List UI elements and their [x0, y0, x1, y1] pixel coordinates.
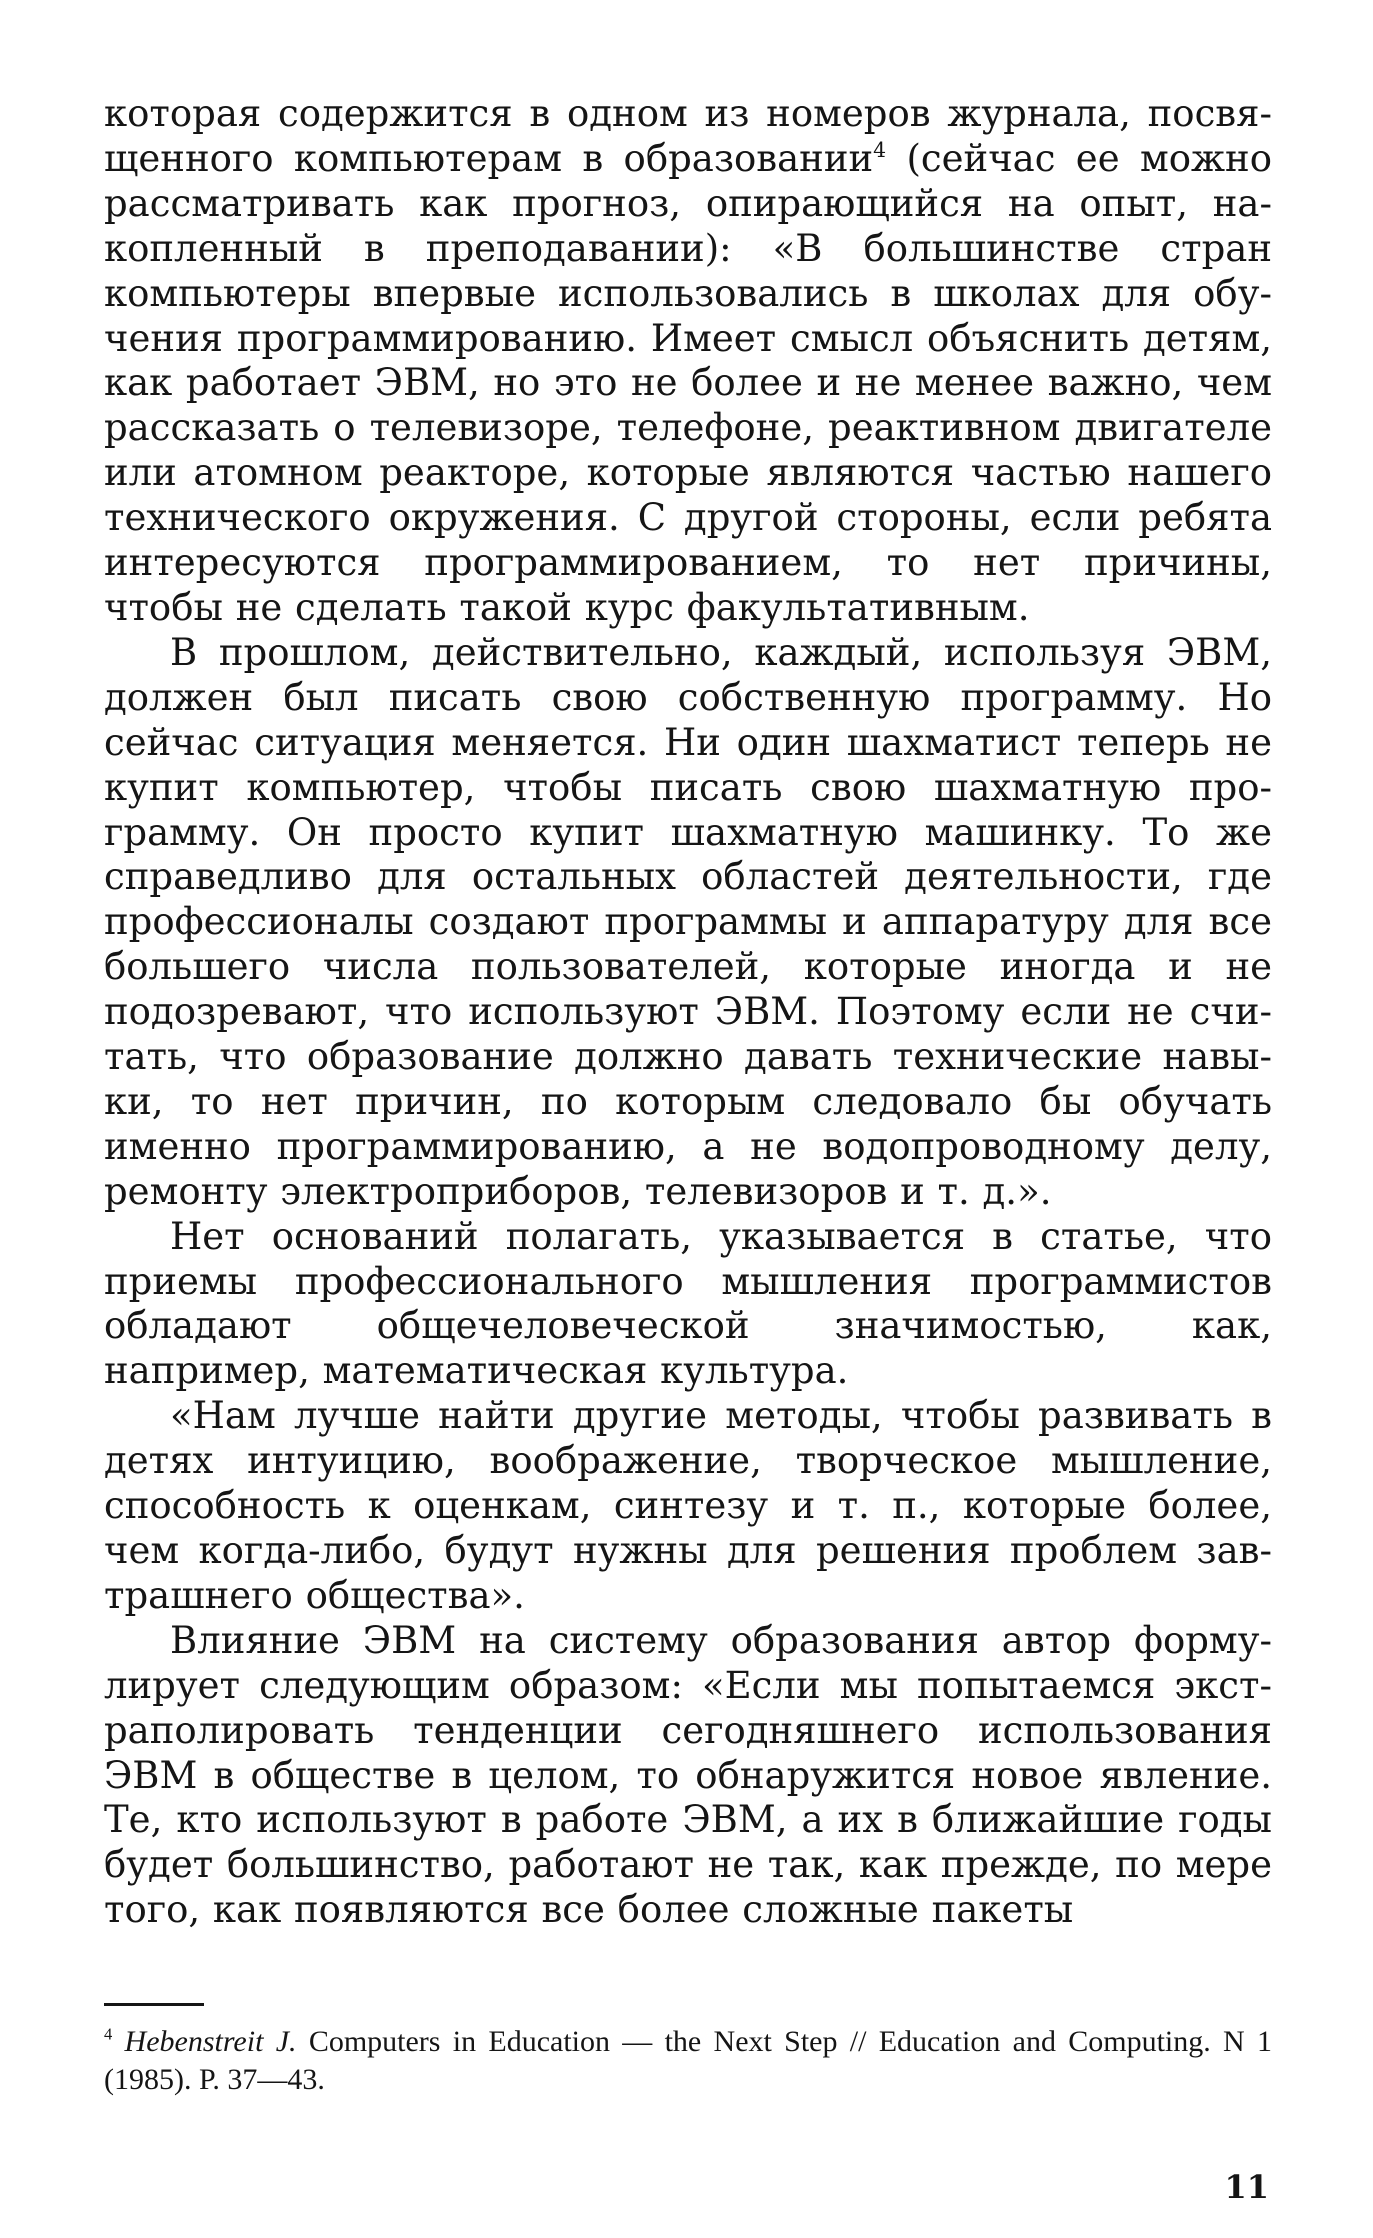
paragraph-1-lead: которая содержится в одном из номеров журнала, посвященного компьютерам в образовании	[104, 92, 1272, 180]
page-number: 11	[1224, 2168, 1269, 2206]
paragraph-3: Нет оснований полагать, указывается в статье, что приемы профессионального мышления программистов обладают общечеловеческой значимостью, как, например, математическая культура.	[104, 1214, 1272, 1393]
body-text	[104, 92, 1272, 1933]
paragraph-1-rest: (сейчас ее можно рассматривать как прогноз, опирающийся на опыт, накопленный в преподавании): «В большинстве стран компьютеры впервые использовались в школах для обучения программированию. Имеет смысл объяснить детям, как работает ЭВМ, но это не более и не менее важно, чем рассказать о телевизоре, телефоне, реактивном двигателе или атомном реакторе, которые являются частью нашего технического окружения. С другой стороны, если ребята интересуются программированием, то нет причины, чтобы не сделать такой курс факультативным.	[104, 136, 1272, 629]
paragraph-4: «Нам лучше найти другие методы, чтобы развивать в детях интуицию, воображение, творческое мышление, способность к оценкам, синтезу и т. п., которые более, чем когда-либо, будут нужны для решения проблем завтрашнего общества».	[104, 1394, 1272, 1617]
footnote-reference: 4	[873, 137, 887, 162]
footnote-author: Hebenstreit J.	[124, 2025, 297, 2058]
paragraph-1	[104, 92, 1272, 631]
footnote-marker: 4	[104, 2024, 113, 2044]
footnote-divider	[104, 2003, 204, 2006]
paragraph-2: В прошлом, действительно, каждый, используя ЭВМ, должен был писать свою собственную программу. Но сейчас ситуация меняется. Ни один шахматист теперь не купит компьютер, чтобы писать свою шахматную программу. Он просто купит шахматную машинку. То же справедливо для остальных областей деятельности, где профессионалы создают программы и аппаратуру для все большего числа пользователей, которые иногда и не подозревают, что используют ЭВМ. Поэтому если не считать, что образование должно давать технические навыки, то нет причин, по которым следовало бы обучать именно программированию, а не водопроводному делу, ремонту электроприборов, телевизоров и т. д.».	[104, 630, 1272, 1213]
paragraph-5: Влияние ЭВМ на систему образования автор формулирует следующим образом: «Если мы попытаемся экстраполировать тенденции сегодняшнего использования ЭВМ в обществе в целом, то обнаружится новое явление. Те, кто используют в работе ЭВМ, а их в ближайшие годы будет большинство, работают не так, как прежде, по мере того, как появляются все более сложные пакеты	[104, 1618, 1272, 1932]
footnote	[104, 2023, 1272, 2099]
footnote-text: Computers in Education — the Next Step // Education and Computing. N 1 (1985). P. 37—43.	[104, 2025, 1273, 2096]
